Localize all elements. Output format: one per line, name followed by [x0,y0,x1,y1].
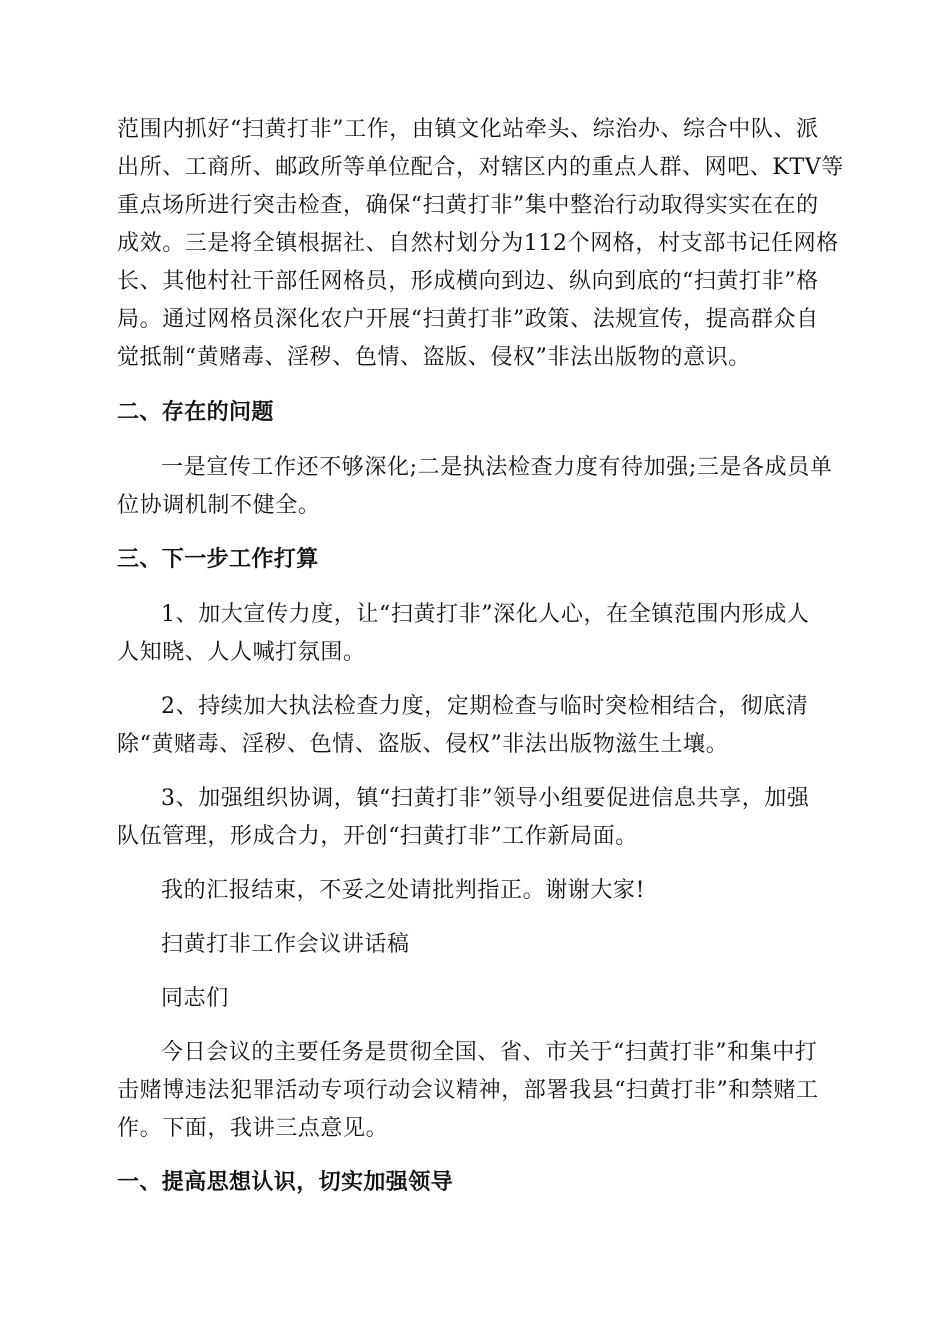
text-line: 扫黄打非工作会议讲话稿 [161,932,410,957]
text-line: 位协调机制不健全。 [117,493,321,518]
section-heading: 三、下一步工作打算 [117,547,319,572]
text-line: 出所、工商所、邮政所等单位配合，对辖区内的重点人群、网吧、KTV等 [117,155,844,180]
text-line: 作。下面，我讲三点意见。 [117,1116,389,1141]
section-heading: 二、存在的问题 [117,400,274,425]
text-line: 2、持续加大执法检查力度，定期检查与临时突检相结合，彻底清 [161,694,809,719]
text-line: 同志们 [161,986,229,1011]
text-line: 今日会议的主要任务是贯彻全国、省、市关于“扫黄打非”和集中打 [161,1040,818,1065]
text-line: 队伍管理，形成合力，开创“扫黄打非”工作新局面。 [117,824,638,849]
text-line: 除“黄赌毒、淫秽、色情、盗版、侵权”非法出版物滋生土壤。 [117,732,729,757]
section-heading: 一、提高思想认识，切实加强领导 [117,1170,454,1195]
text-line: 长、其他村社干部任网格员，形成横向到边、纵向到底的“扫黄打非”格 [117,269,819,294]
text-line: 人知晓、人人喊打氛围。 [117,640,366,665]
text-line: 成效。三是将全镇根据社、自然村划分为112个网格，村支部书记任网格 [117,231,839,256]
text-line: 范围内抓好“扫黄打非”工作，由镇文化站牵头、综治办、综合中队、派 [117,117,819,142]
text-line: 我的汇报结束，不妥之处请批判指正。谢谢大家! [161,878,646,903]
text-line: 1、加大宣传力度，让“扫黄打非”深化人心，在全镇范围内形成人 [161,602,810,627]
text-line: 重点场所进行突击检查，确保“扫黄打非”集中整治行动取得实实在在的 [117,193,819,218]
text-line: 3、加强组织协调，镇“扫黄打非”领导小组要促进信息共享，加强 [161,786,810,811]
text-line: 一是宣传工作还不够深化;二是执法检查力度有待加强;三是各成员单 [161,455,833,480]
text-line: 觉抵制“黄赌毒、淫秽、色情、盗版、侵权”非法出版物的意识。 [117,345,751,370]
text-line: 击赌博违法犯罪活动专项行动会议精神，部署我县“扫黄打非”和禁赌工 [117,1078,819,1103]
text-line: 局。通过网格员深化农户开展“扫黄打非”政策、法规宣传，提高群众自 [117,307,819,332]
